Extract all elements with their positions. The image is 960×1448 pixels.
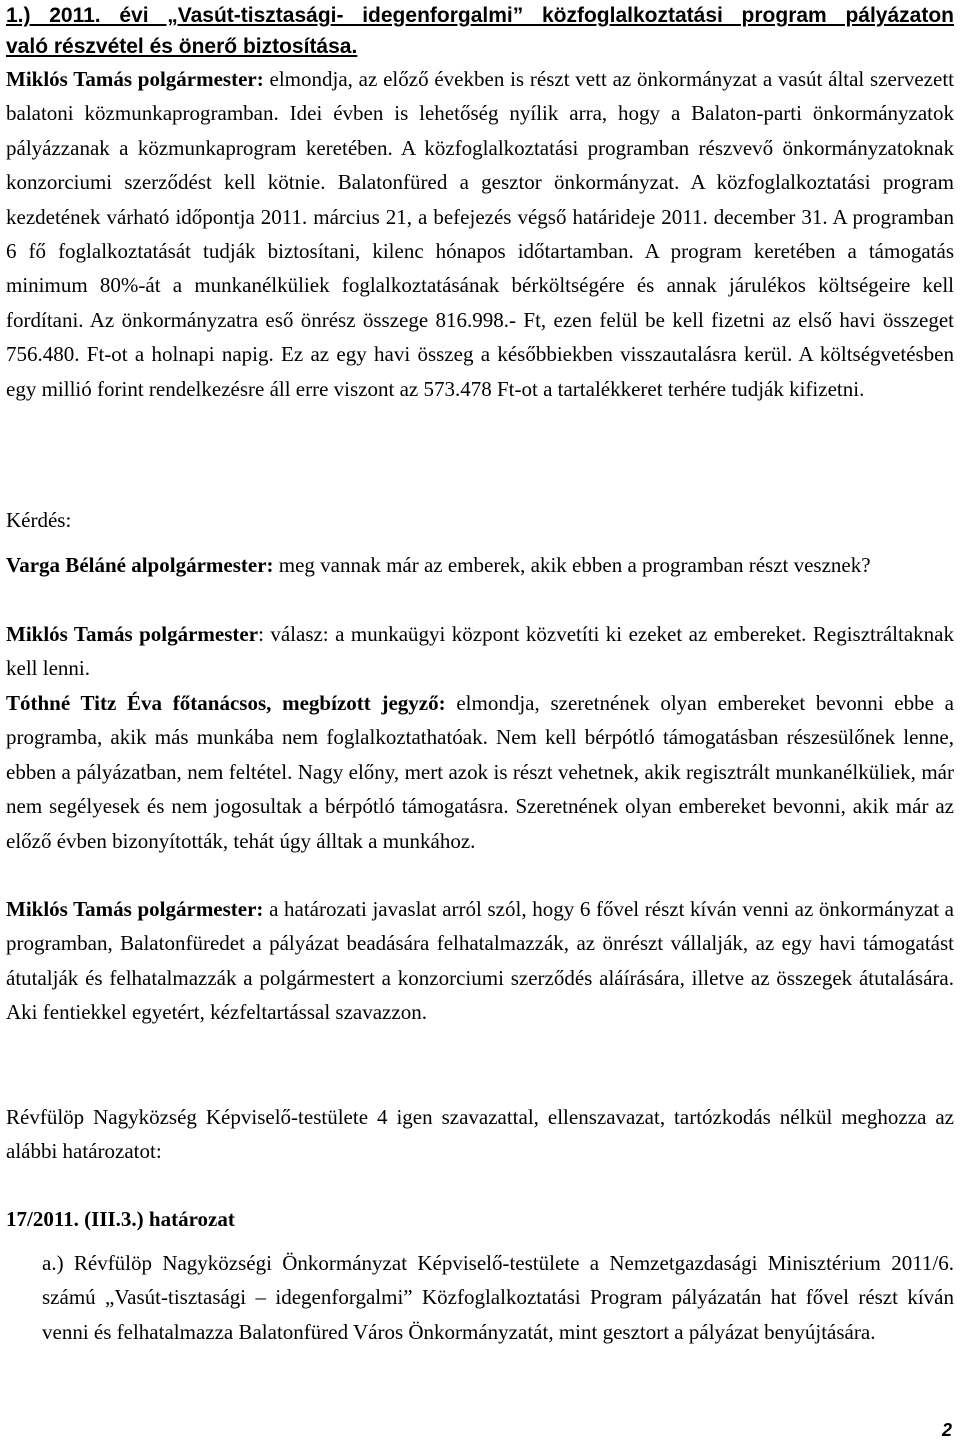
answer-paragraph-2 — [6, 686, 954, 858]
page-number: 2 — [941, 1420, 952, 1440]
a1-text: : válasz: a munkaügyi központ közvetíti ki ezeket az embereket. Regisztráltaknak kell lenni. — [6, 622, 954, 681]
vote-paragraph: Révfülöp Nagyközség Képviselő-testülete 4 igen szavazattal, ellenszavazat, tartózkodás nélkül meghozza az alábbi határozatot: — [6, 1105, 954, 1164]
q1-speaker: Varga Béláné alpolgármester: — [6, 553, 274, 577]
a1-speaker: Miklós Tamás polgármester — [6, 622, 259, 646]
question-label: Kérdés: — [6, 508, 72, 532]
a2-speaker: Tóthné Titz Éva főtanácsos, megbízott jegyző: — [6, 691, 446, 715]
intro-paragraph — [6, 62, 954, 406]
a2-text: elmondja, szeretnének olyan embereket bevonni ebbe a programba, akik más munkába nem foglalkoztathatóak. Nem kell bérpótló támogatásban részesülőnek lenne, ebben a pályázatban, nem feltétel. Nagy előny, mert azok is részt vehetnek, akik regisztrált munkanélküliek, már nem segélyesek és nem jogosultak a bérpótló támogatásra. Szeretnének olyan embereket bevonni, akik már az előző évben bizonyították, tehát úgy álltak a munkához. — [6, 691, 955, 853]
a3-speaker: Miklós Tamás polgármester: — [6, 897, 264, 921]
answer-paragraph-3 — [6, 892, 954, 1030]
resolution-title: 17/2011. (III.3.) határozat — [6, 1207, 235, 1231]
agenda-heading-line2: való részvétel és önerő biztosítása. — [6, 35, 358, 58]
agenda-heading — [6, 0, 954, 62]
question-paragraph — [6, 548, 954, 582]
q1-text: meg vannak már az emberek, akik ebben a programban részt vesznek? — [273, 553, 871, 577]
answer-paragraph-1 — [6, 617, 954, 686]
a3-text: a határozati javaslat arról szól, hogy 6 fővel részt kíván venni az önkormányzat a programban, Balatonfüredet a pályázat beadására felhatalmazzák, az önrészt vállalják, az egy havi támogatást átutalják és felhatalmazzák a polgármestert a konzorciumi szerződés aláírására, illetve az összegek átutalására. Aki fentiekkel egyetért, kézfeltartással szavazzon. — [6, 897, 954, 1025]
intro-speaker: Miklós Tamás polgármester: — [6, 67, 264, 91]
intro-text: elmondja, az előző években is részt vett az önkormányzat a vasút által szervezett balatoni közmunkaprogramban. Idei évben is lehetőség nyílik arra, hogy a Balaton-parti önkormányzatok pályázzanak a közmunkaprogram keretében. A közfoglalkoztatási programban részvevő önkormányzatoknak konzorciumi szerződést kell kötnie. Balatonfüred a gesztor önkormányzat. A közfoglalkoztatási program kezdetének várható időpontja 2011. március 21, a befejezés végső határideje 2011. december 31. A programban 6 fő foglalkoztatását tudják biztosítani, kilenc hónapos időtartamban. A program keretében a támogatás minimum 80%-át a munkanélküliek foglalkoztatásának bérköltségére és annak járulékos költségeire kell fordítani. Az önkormányzatra eső önrész összege 816.998.- Ft, ezen felül be kell fizetni az első havi összeget 756.480. Ft-ot a holnapi napig. Ez az egy havi összeg a későbbiekben visszautalásra kerül. A költségvetésben egy millió forint rendelkezésre áll erre viszont az 573.478 Ft-ot a tartalékkeret terhére tudják kifizetni. — [6, 67, 954, 401]
resolution-item-a: a.) Révfülöp Nagyközségi Önkormányzat Képviselő-testülete a Nemzetgazdasági Minisztérium 2011/6. számú „Vasút-tisztasági – idegenforgalmi” Közfoglalkoztatási Program pályázatán hat fővel részt kíván venni és felhatalmazza Balatonfüred Város Önkormányzatát, mint gesztort a pályázat benyújtására. — [42, 1251, 954, 1344]
agenda-heading-line1: 1.) 2011. évi „Vasút-tisztasági- idegenforgalmi” közfoglalkoztatási program pályázaton — [6, 4, 954, 27]
